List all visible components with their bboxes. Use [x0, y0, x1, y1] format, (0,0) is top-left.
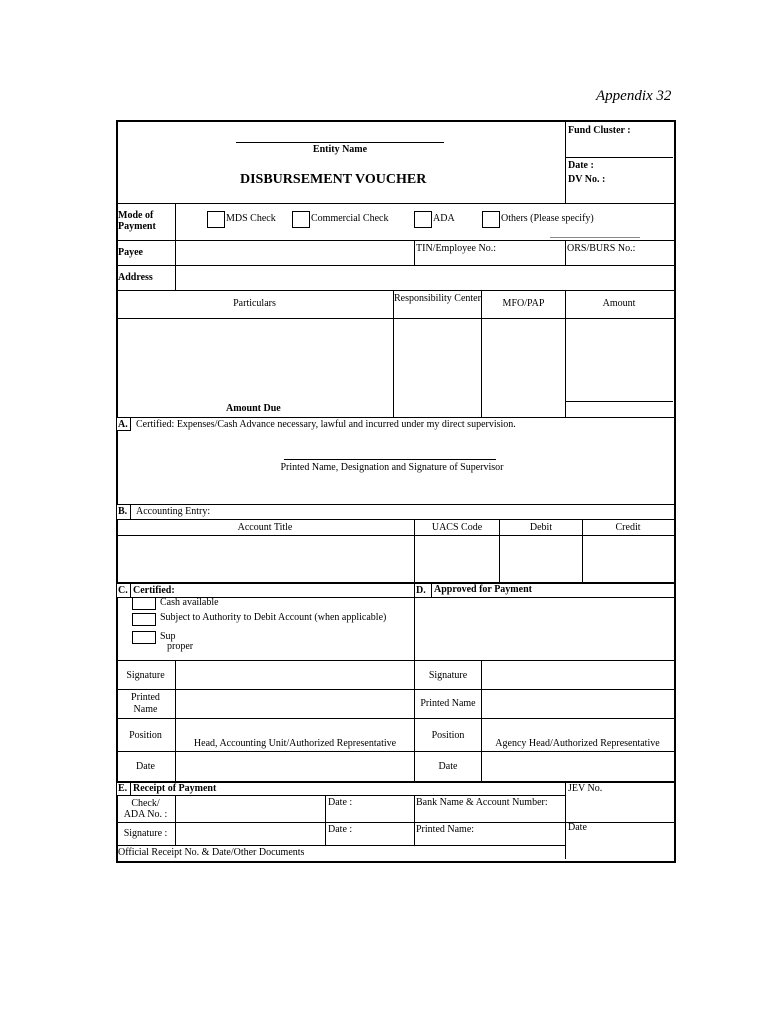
section-c-letter: C.	[118, 585, 128, 596]
col-line	[565, 290, 566, 417]
signature-label-d: Signature	[428, 670, 468, 681]
subject-authority-label: Subject to Authority to Debit Account (when applicable)	[160, 612, 387, 623]
row-line	[116, 822, 674, 823]
ada-checkbox[interactable]	[414, 211, 432, 228]
others-specify-line	[550, 237, 640, 238]
debit-header: Debit	[529, 522, 553, 533]
entity-name-label: Entity Name	[312, 144, 368, 155]
row-line	[116, 795, 566, 796]
amount-due-label: Amount Due	[226, 403, 281, 414]
row-line	[116, 417, 674, 418]
agency-head-caption: Agency Head/Authorized Representative	[495, 738, 660, 749]
supervisor-caption: Printed Name, Designation and Signature of Supervisor	[280, 462, 504, 473]
cash-available-label: Cash available	[160, 597, 219, 608]
supervisor-signature-line	[284, 459, 496, 460]
section-e-letter: E.	[118, 783, 128, 794]
row-line	[116, 689, 674, 690]
supporting-docs-label: Sup	[160, 631, 176, 642]
e-col	[414, 795, 415, 845]
subject-authority-checkbox[interactable]	[132, 613, 156, 626]
fund-cluster-line	[565, 157, 673, 158]
entity-name-line	[236, 142, 444, 143]
amount-header: Amount	[602, 298, 636, 309]
ors-label: ORS/BURS No.:	[567, 243, 636, 254]
printed-name-label-c-1: Printed	[131, 692, 160, 703]
commercial-check-checkbox[interactable]	[292, 211, 310, 228]
official-receipt-label: Official Receipt No. & Date/Other Documents	[118, 847, 305, 858]
receipt-date2-label: Date :	[328, 824, 353, 835]
sig-label-divider	[481, 660, 482, 782]
mds-check-label: MDS Check	[226, 213, 276, 224]
row-line	[116, 318, 674, 319]
row-line	[116, 718, 674, 719]
row-line	[116, 265, 674, 266]
receipt-signature-label: Signature :	[123, 828, 168, 839]
date-label-c: Date	[136, 761, 155, 772]
col-line	[481, 290, 482, 417]
sig-label-divider	[175, 660, 176, 782]
row-line	[116, 535, 674, 536]
accounting-entry-label: Accounting Entry:	[136, 506, 211, 517]
ada-label: ADA	[433, 213, 455, 224]
section-d-letter: D.	[416, 585, 426, 596]
row-line	[116, 519, 674, 520]
uacs-code-header: UACS Code	[431, 522, 483, 533]
row-line	[116, 240, 674, 241]
responsibility-center-header: Responsibility Center	[394, 293, 481, 304]
check-ada-label-2: ADA No. :	[123, 809, 168, 820]
signature-label-c: Signature	[126, 670, 165, 681]
position-label-d: Position	[431, 730, 465, 741]
payee-divider	[565, 240, 566, 266]
row-line	[116, 751, 674, 752]
account-title-header: Account Title	[237, 522, 293, 533]
amount-due-line	[565, 401, 673, 402]
payee-label: Payee	[118, 247, 143, 258]
section-b-letter: B.	[118, 506, 128, 517]
tin-label: TIN/Employee No.:	[416, 243, 496, 254]
head-accounting-caption: Head, Accounting Unit/Authorized Representative	[193, 738, 397, 749]
mfo-pap-header: MFO/PAP	[502, 298, 545, 309]
receipt-printed-name-label: Printed Name:	[416, 824, 475, 835]
date-label: Date :	[568, 160, 594, 171]
appendix-label: Appendix 32	[596, 88, 672, 104]
others-label: Others (Please specify)	[501, 213, 594, 224]
mode-of-payment-label: Mode of Payment	[118, 210, 156, 232]
mds-check-checkbox[interactable]	[207, 211, 225, 228]
commercial-check-label: Commercial Check	[311, 213, 389, 224]
row-line	[116, 845, 566, 846]
row-line	[116, 582, 674, 584]
section-a-text: Certified: Expenses/Cash Advance necessary, lawful and incurred under my direct supervision.	[136, 419, 516, 430]
e-col	[175, 795, 176, 845]
printed-name-label-c-2: Name	[133, 704, 158, 715]
supporting-docs-label-2: proper	[167, 641, 194, 652]
receipt-of-payment-label: Receipt of Payment	[133, 783, 217, 794]
row-line	[116, 504, 674, 505]
address-label: Address	[118, 272, 153, 283]
bank-account-label: Bank Name & Account Number:	[416, 797, 548, 808]
e-col	[325, 795, 326, 845]
date-label-d: Date	[438, 761, 458, 772]
cd-divider	[414, 582, 415, 782]
row-line	[116, 660, 674, 661]
section-c-label: Certified:	[133, 585, 175, 596]
mode-divider	[175, 203, 176, 291]
receipt-date-label: Date :	[328, 797, 353, 808]
form-title: DISBURSEMENT VOUCHER	[240, 172, 427, 187]
supporting-docs-checkbox[interactable]	[132, 631, 156, 644]
cash-available-checkbox[interactable]	[132, 597, 156, 610]
section-a-letter: A.	[118, 419, 128, 430]
row-line	[116, 203, 674, 204]
payee-divider	[414, 240, 415, 266]
approved-for-payment-label: Approved for Payment	[434, 584, 532, 595]
check-ada-label-1: Check/	[131, 798, 160, 809]
fund-cluster-label: Fund Cluster :	[568, 125, 631, 136]
row-line	[116, 290, 674, 291]
header-divider	[565, 121, 566, 203]
jev-no-label: JEV No.	[568, 783, 603, 794]
jev-divider	[565, 782, 566, 859]
credit-header: Credit	[615, 522, 641, 533]
others-checkbox[interactable]	[482, 211, 500, 228]
position-label-c: Position	[129, 730, 162, 741]
particulars-header: Particulars	[233, 298, 276, 309]
jev-date-label: Date	[568, 822, 587, 833]
dv-no-label: DV No. :	[568, 174, 606, 185]
col-line	[393, 290, 394, 417]
printed-name-label-d: Printed Name	[420, 698, 476, 709]
